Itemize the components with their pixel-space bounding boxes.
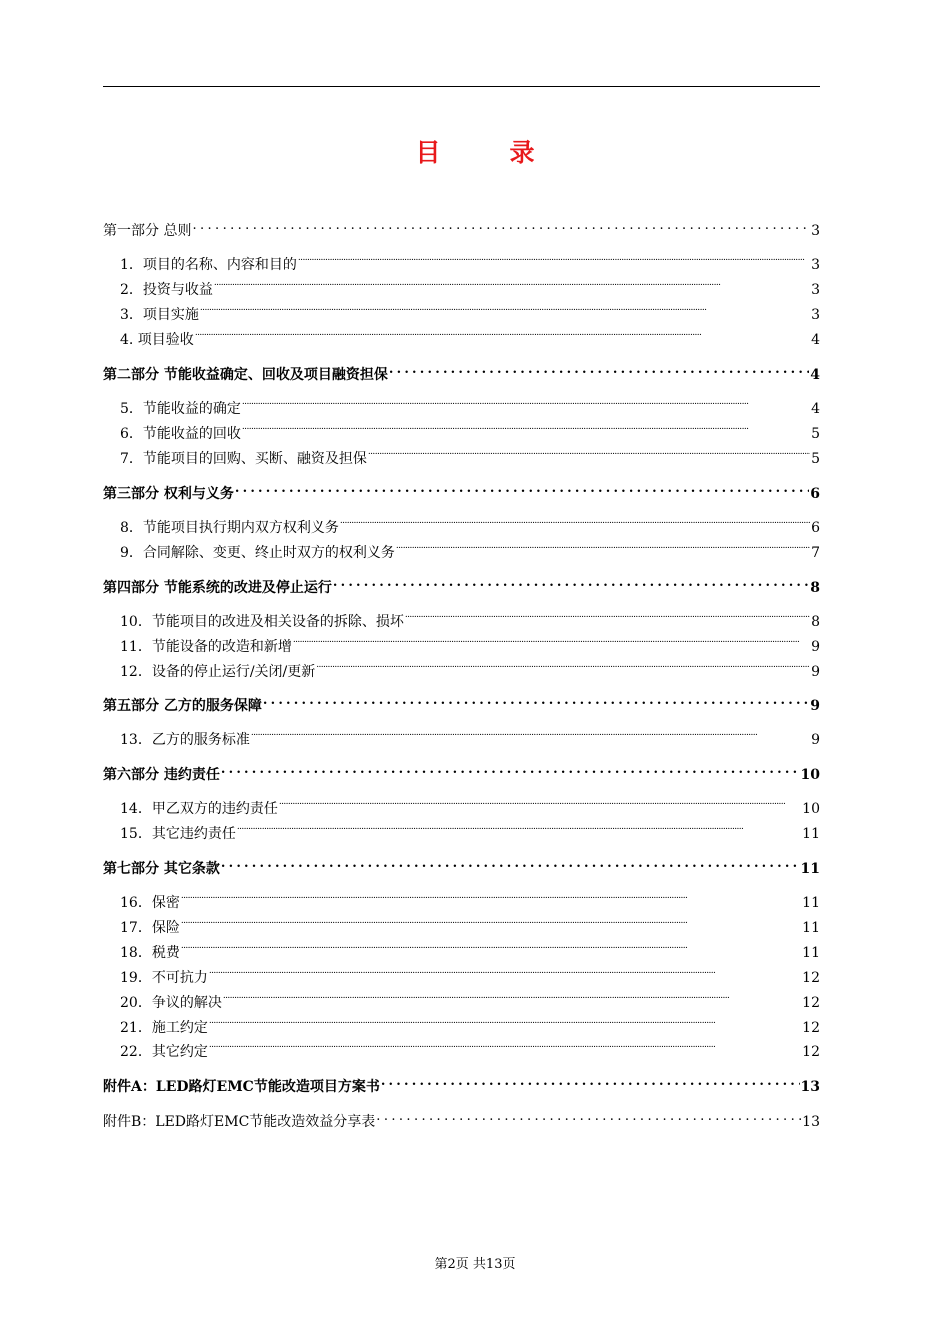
toc-page-number: 7 [811,545,820,561]
toc-entry[interactable] [120,441,820,467]
toc-entry-label: 2．投资与收益 [120,282,213,298]
toc-section[interactable] [103,476,820,502]
toc-page-number: 3 [811,307,820,323]
toc-entry-label: 14．甲乙双方的违约责任 [120,801,278,817]
toc-entry[interactable] [120,722,820,748]
toc-section[interactable] [103,570,820,596]
toc-entry[interactable] [120,322,820,348]
toc-entry[interactable] [120,247,820,273]
toc-page-number: 5 [811,426,820,442]
toc-page-number: 3 [811,257,820,273]
toc-entry-label: 11．节能设备的改造和新增 [120,639,292,655]
dot-leader [405,604,810,626]
toc-entry[interactable] [120,791,820,817]
toc-entry[interactable] [120,960,820,986]
toc-page-number: 4 [811,401,820,417]
toc-entry[interactable] [120,391,820,417]
dot-leader [181,935,801,957]
toc-page-number: 9 [810,698,820,714]
toc-section[interactable] [103,757,820,783]
toc-page-number: 11 [802,920,820,936]
toc-section[interactable] [103,851,820,877]
dot-leader [209,1034,801,1056]
toc-entry-label: 第五部分 乙方的服务保障 [103,698,262,714]
dot-leader [221,851,800,873]
toc-entry[interactable] [120,272,820,298]
toc-page-number: 13 [800,1079,820,1095]
toc-entry[interactable] [120,910,820,936]
dot-leader [389,357,809,379]
toc-section[interactable] [103,1069,820,1095]
toc-entry-label: 19．不可抗力 [120,970,208,986]
toc-entry-label: 第三部分 权利与义务 [103,486,234,502]
toc-entry[interactable] [120,816,820,842]
dot-leader [263,688,809,710]
dot-leader [214,272,810,294]
toc-page-number: 11 [802,826,820,842]
dot-leader [340,510,810,532]
page-footer: 第2页 共13页 [434,1257,516,1272]
dot-leader [368,441,810,463]
dot-leader [298,247,810,269]
toc-entry[interactable] [120,604,820,630]
toc-page-number: 11 [800,861,820,877]
toc-entry-label: 1．项目的名称、内容和目的 [120,257,297,273]
toc-page-number: 4 [811,332,820,348]
toc-page-number: 6 [811,520,820,536]
dot-leader [181,910,801,932]
toc-entry[interactable] [120,1010,820,1036]
toc-entry-label: 第六部分 违约责任 [103,767,220,783]
toc-entry-label: 13．乙方的服务标准 [120,732,250,748]
dot-leader [396,535,810,557]
toc-entry[interactable] [120,935,820,961]
toc-entry-label: 22．其它约定 [120,1044,208,1060]
toc-page-number: 12 [802,1020,820,1036]
toc-page-number: 5 [811,451,820,467]
dot-leader [200,297,810,319]
dot-leader [181,885,801,907]
toc-section[interactable] [103,688,820,714]
toc-section[interactable] [103,1104,820,1130]
toc-entry-label: 第七部分 其它条款 [103,861,220,877]
toc-page-number: 9 [811,732,820,748]
toc-entry[interactable] [120,297,820,323]
toc-entry-label: 9．合同解除、变更、终止时双方的权利义务 [120,545,395,561]
toc-page-number: 13 [802,1114,820,1130]
toc-entry-label: 10．节能项目的改进及相关设备的拆除、损坏 [120,614,404,630]
toc-page-number: 4 [810,367,820,383]
toc-entry-label: 5．节能收益的确定 [120,401,241,417]
toc-page-number: 12 [802,970,820,986]
toc-entry[interactable] [120,629,820,655]
dot-leader [209,960,801,982]
toc-entry-label: 4. 项目验收 [120,332,194,348]
toc-entry[interactable] [120,535,820,561]
toc-page-number: 10 [800,767,820,783]
dot-leader [237,816,801,838]
dot-leader [209,1010,801,1032]
dot-leader [293,629,810,651]
toc-page-number: 3 [811,223,820,239]
toc-entry-label: 17．保险 [120,920,180,936]
toc-entry-label: 15．其它违约责任 [120,826,236,842]
toc-page-number: 12 [802,995,820,1011]
toc-entry-label: 6．节能收益的回收 [120,426,241,442]
dot-leader [316,654,810,676]
dot-leader [333,570,809,592]
toc-entry-label: 附件A：LED路灯EMC节能改造项目方案书 [103,1079,380,1095]
toc-entry-label: 21．施工约定 [120,1020,208,1036]
toc-page-number: 11 [802,945,820,961]
toc-page-number: 8 [810,580,820,596]
dot-leader [381,1069,800,1091]
toc-entry-label: 20．争议的解决 [120,995,222,1011]
toc-entry-label: 第四部分 节能系统的改进及停止运行 [103,580,332,596]
toc-entry-label: 第一部分 总则 [103,223,192,239]
dot-leader [221,757,800,779]
toc-page-number: 8 [811,614,820,630]
toc-entry[interactable] [120,654,820,680]
toc-entry-label: 8．节能项目执行期内双方权利义务 [120,520,339,536]
toc-entry[interactable] [120,885,820,911]
toc-entry[interactable] [120,416,820,442]
toc-entry[interactable] [120,1034,820,1060]
toc-entry-label: 3．项目实施 [120,307,199,323]
toc-page-number: 3 [811,282,820,298]
toc-entry-label: 第二部分 节能收益确定、回收及项目融资担保 [103,367,388,383]
toc-entry-label: 18．税费 [120,945,180,961]
dot-leader [242,416,810,438]
dot-leader [195,322,810,344]
toc-entry-label: 附件B：LED路灯EMC节能改造效益分享表 [103,1114,376,1130]
dot-leader [376,1104,801,1126]
dot-leader [235,476,809,498]
dot-leader [223,985,801,1007]
toc-entry[interactable] [120,510,820,536]
toc-entry[interactable] [120,985,820,1011]
dot-leader [279,791,801,813]
dot-leader [242,391,810,413]
toc-page-number: 10 [802,801,820,817]
toc-page-number: 11 [802,895,820,911]
toc-page-number: 6 [810,486,820,502]
toc-page-number: 9 [811,639,820,655]
page-title: 目 录 [415,138,557,167]
toc-section[interactable] [103,357,820,383]
toc-entry-label: 7．节能项目的回购、买断、融资及担保 [120,451,367,467]
toc-section[interactable] [103,213,820,239]
dot-leader [251,722,810,744]
toc-page-number: 12 [802,1044,820,1060]
toc-entry-label: 12．设备的停止运行/关闭/更新 [120,664,316,680]
header-rule [103,86,820,87]
toc-page-number: 9 [811,664,820,680]
dot-leader [192,213,810,235]
toc-entry-label: 16．保密 [120,895,180,911]
